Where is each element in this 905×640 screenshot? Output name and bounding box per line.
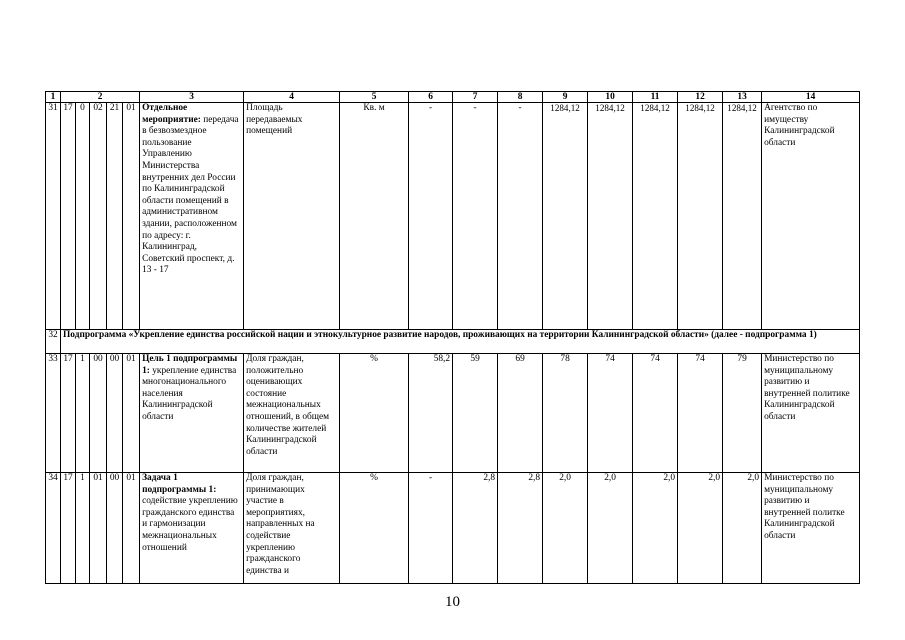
- column-number-row: [46, 92, 860, 103]
- value-cell: 1284,12: [588, 103, 633, 330]
- responsible-cell: Агентство по имуществу Калининградской области: [762, 103, 860, 330]
- value-cell: 2,8: [453, 473, 498, 584]
- value-cell: 59: [453, 354, 498, 473]
- row-number: 33: [46, 354, 61, 473]
- code-cell: 00: [107, 473, 123, 584]
- indicator-cell: Площадь передаваемых помещений: [244, 103, 340, 330]
- value-cell: 1284,12: [678, 103, 723, 330]
- header-cell: 8: [498, 92, 543, 103]
- unit-cell: Кв. м: [340, 103, 409, 330]
- indicator-cell: Доля граждан, положительно оценивающих состояние межнациональных отношений, в общем количестве жителей Калининградской области: [244, 354, 340, 473]
- page-number: 10: [445, 594, 460, 610]
- code-cell: 00: [90, 354, 107, 473]
- code-cell: 02: [90, 103, 107, 330]
- header-cell: 6: [409, 92, 453, 103]
- value-cell: 2,0: [588, 473, 633, 584]
- unit-cell: %: [340, 354, 409, 473]
- measure-text: передача в безвозмездное пользование Управлению Министерства внутренних дел России по Калининградской области помещений в административном здании, расположенном по адресу: г. Калининград, Советский проспект, д. 13 - 17: [142, 114, 239, 276]
- value-cell: -: [409, 103, 453, 330]
- header-cell: 13: [723, 92, 762, 103]
- code-cell: 21: [107, 103, 123, 330]
- value-cell: 58,2: [409, 354, 453, 473]
- value-cell: -: [498, 103, 543, 330]
- header-cell: 3: [140, 92, 244, 103]
- header-cell: 14: [762, 92, 860, 103]
- header-cell: 2: [61, 92, 140, 103]
- measure-cell: [140, 473, 244, 584]
- code-cell: 0: [76, 103, 90, 330]
- value-cell: -: [409, 473, 453, 584]
- value-cell: 2,8: [498, 473, 543, 584]
- responsible-cell: Министерство по муниципальному развитию и внутренней политике Калининградской области: [762, 354, 860, 473]
- header-cell: 5: [340, 92, 409, 103]
- code-cell: 1: [76, 354, 90, 473]
- row-number: 31: [46, 103, 61, 330]
- indicator-cell: Доля граждан, принимающих участие в мероприятиях, направленных на содействие укреплению гражданского единства и: [244, 473, 340, 584]
- value-cell: -: [453, 103, 498, 330]
- value-cell: 1284,12: [543, 103, 588, 330]
- value-cell: 74: [588, 354, 633, 473]
- code-cell: 1: [76, 473, 90, 584]
- header-cell: 10: [588, 92, 633, 103]
- responsible-cell: Министерство по муниципальному развитию и внутренней политке Калининградской области: [762, 473, 860, 584]
- unit-cell: %: [340, 473, 409, 584]
- value-cell: 1284,12: [633, 103, 678, 330]
- code-cell: 17: [61, 354, 76, 473]
- code-cell: 01: [123, 473, 140, 584]
- value-cell: 74: [633, 354, 678, 473]
- row-number: 32: [46, 330, 61, 354]
- value-cell: 74: [678, 354, 723, 473]
- code-cell: 17: [61, 103, 76, 330]
- value-cell: 2,0: [678, 473, 723, 584]
- header-cell: 12: [678, 92, 723, 103]
- code-cell: 01: [123, 103, 140, 330]
- code-cell: 01: [123, 354, 140, 473]
- indicators-table: [45, 91, 860, 584]
- table-row: [46, 473, 860, 584]
- measure-cell: [140, 354, 244, 473]
- header-cell: 4: [244, 92, 340, 103]
- header-cell: 1: [46, 92, 61, 103]
- value-cell: 69: [498, 354, 543, 473]
- measure-title: Задача 1 подпрограммы 1:: [142, 473, 217, 495]
- header-cell: 7: [453, 92, 498, 103]
- table-row: [46, 103, 860, 330]
- value-cell: 78: [543, 354, 588, 473]
- value-cell: 2,0: [543, 473, 588, 584]
- subprogram-title: Подпрограмма «Укрепление единства российской нации и этнокультурное развитие народов, проживающих на территории Калининградской области» (далее - подпрограмма 1): [61, 330, 860, 354]
- code-cell: 00: [107, 354, 123, 473]
- measure-title: Цель 1 подпрограммы 1:: [142, 354, 238, 376]
- measure-text: укрепление единства многонационального населения Калининградской области: [142, 365, 237, 422]
- header-cell: 9: [543, 92, 588, 103]
- value-cell: 2,0: [633, 473, 678, 584]
- header-cell: 11: [633, 92, 678, 103]
- row-number: 34: [46, 473, 61, 584]
- value-cell: 79: [723, 354, 762, 473]
- measure-title: Отдельное мероприятие:: [142, 103, 201, 125]
- measure-cell: [140, 103, 244, 330]
- code-cell: 17: [61, 473, 76, 584]
- table-row: [46, 354, 860, 473]
- measure-text: содействие укреплению гражданского единства и гармонизации межнациональных отношений: [142, 496, 238, 553]
- subprogram-row: [46, 330, 860, 354]
- value-cell: 1284,12: [723, 103, 762, 330]
- code-cell: 01: [90, 473, 107, 584]
- value-cell: 2,0: [723, 473, 762, 584]
